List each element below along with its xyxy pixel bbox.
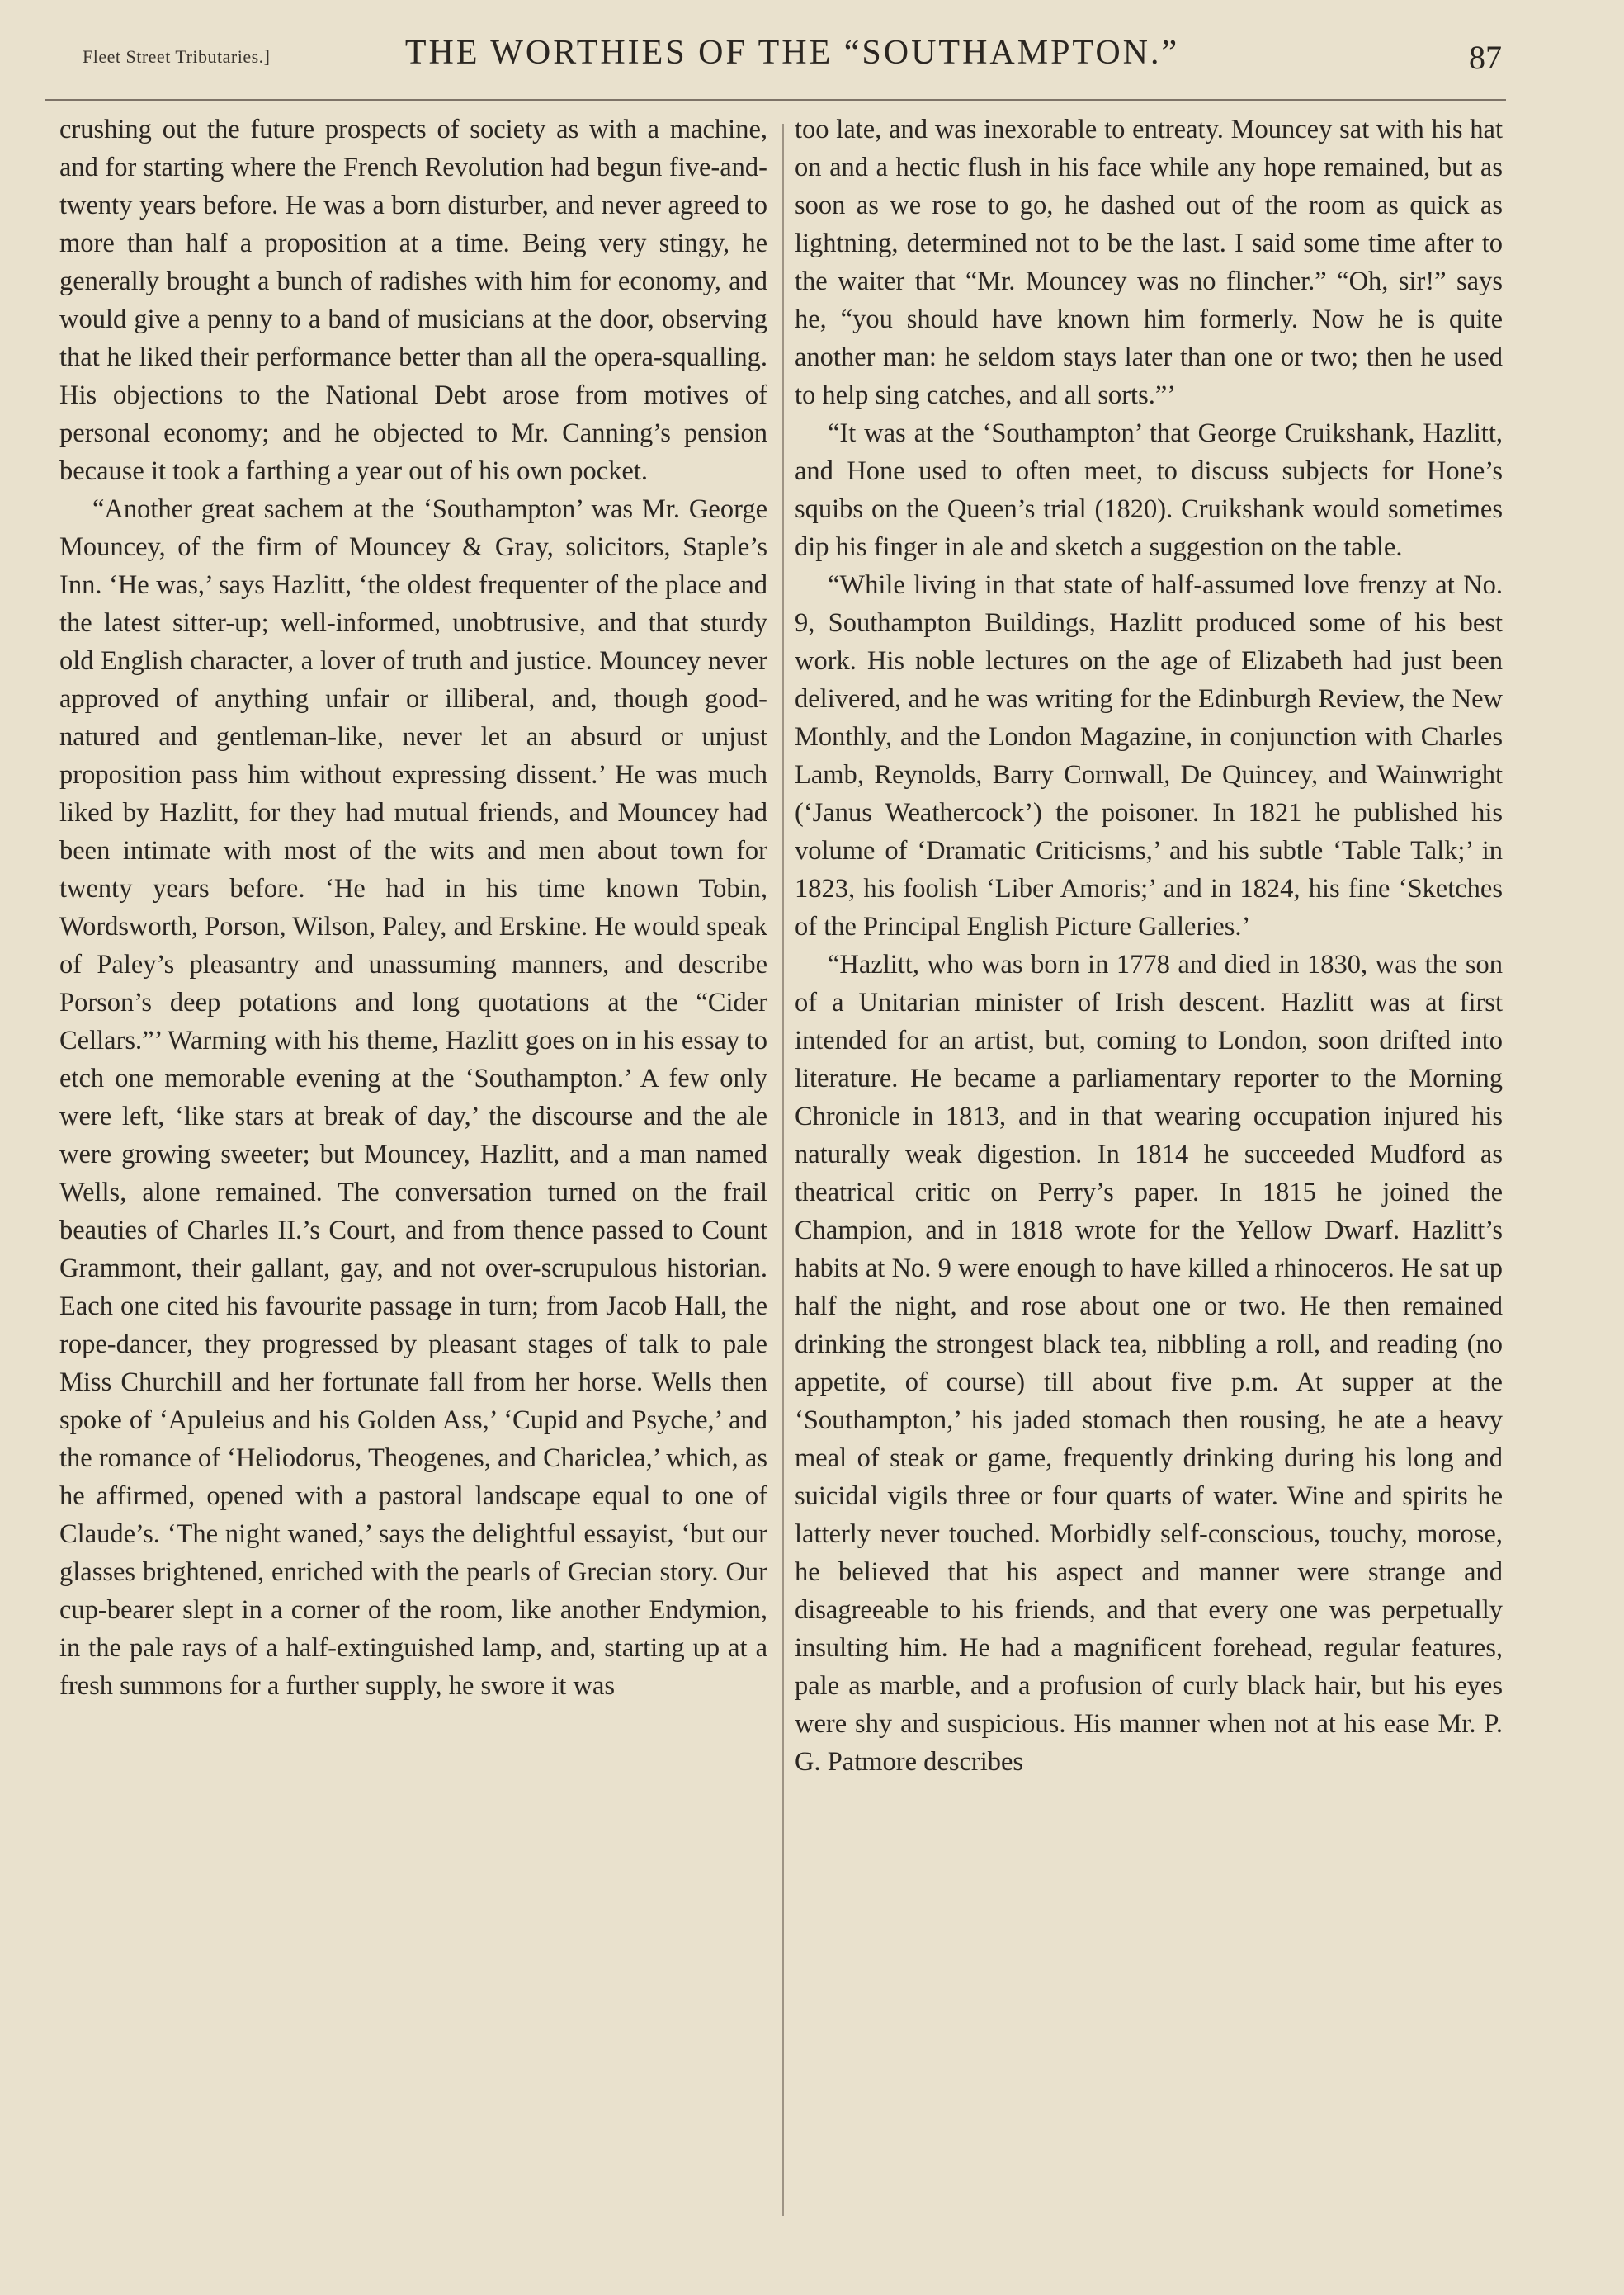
column-divider bbox=[782, 124, 784, 2216]
running-head: Fleet Street Tributaries.] bbox=[83, 46, 271, 67]
paragraph: crushing out the future prospects of society as with a machine, and for starting where the French Revolution had begun five-and-twenty years before. He was a born disturber, and never agreed to more than half a proposition at a time. Being very stingy, he generally brought a bunch of radishes with him for economy, and would give a penny to a band of musicians at the door, observing that he liked their performance better than all the opera-squalling. His objections to the National Debt arose from motives of personal economy; and he objected to Mr. Canning’s pension because it took a farthing a year out of his own pocket. bbox=[59, 115, 767, 486]
paragraph: too late, and was inexorable to entreaty. Mouncey sat with his hat on and a hectic flush in his face while any hope remained, but as soon as we rose to go, he dashed out of the room as quick as lightning, determined not to be the last. I said some time after to the waiter that “Mr. Mouncey was no flincher.” “Oh, sir!” says he, “you should have known him formerly. Now he is quite another man: he seldom stays later than one or two; then he used to help sing catches, and all sorts.”’ bbox=[795, 115, 1503, 410]
paragraph: “Another great sachem at the ‘Southampton’ was Mr. George Mouncey, of the firm of Mouncey & Gray, solicitors, Staple’s Inn. ‘He was,’ says Hazlitt, ‘the oldest frequenter of the place and the latest sitter-up; well-informed, unobtrusive, and that sturdy old English character, a lover of truth and justice. Mouncey never approved of anything unfair or illiberal, and, though good-natured and gentleman-like, never let an absurd or unjust proposition pass him without expressing dissent.’ He was much liked by Hazlitt, for they had mutual friends, and Mouncey had been intimate with most of the wits and men about town for twenty years before. ‘He had in his time known Tobin, Wordsworth, Porson, Wilson, Paley, and Erskine. He would speak of Paley’s pleasantry and unassuming manners, and describe Porson’s deep potations and long quotations at the “Cider Cellars.”’ Warming with his theme, Hazlitt goes on in his essay to etch one memorable evening at the ‘Southampton.’ A few only were left, ‘like stars at break of day,’ the discourse and the ale were growing sweeter; but Mouncey, Hazlitt, and a man named Wells, alone remained. The conversation turned on the frail beauties of Charles II.’s Court, and from thence passed to Count Grammont, their gallant, gay, and not over-scrupulous historian. Each one cited his favourite passage in turn; from Jacob Hall, the rope-dancer, they progressed by pleasant stages of talk to pale Miss Churchill and her fortunate fall from her horse. Wells then spoke of ‘Apuleius and his Golden Ass,’ ‘Cupid and Psyche,’ and the romance of ‘Heliodorus, Theogenes, and Chariclea,’ which, as he affirmed, opened with a pastoral landscape equal to one of Claude’s. ‘The night waned,’ says the delightful essayist, ‘but our glasses brightened, enriched with the pearls of Grecian story. Our cup-bearer slept in a corner of the room, like another Endymion, in the pale rays of a half-extinguished lamp, and, starting up at a fresh summons for a further supply, he swore it was bbox=[59, 494, 767, 1701]
page-header bbox=[83, 33, 1502, 116]
paragraph: “While living in that state of half-assumed love frenzy at No. 9, Southampton Buildings, Hazlitt produced some of his best work. His noble lectures on the age of Elizabeth had just been delivered, and he was writing for the Edinburgh Review, the New Monthly, and the London Magazine, in conjunction with Charles Lamb, Reynolds, Barry Cornwall, De Quincey, and Wainwright (‘Janus Weathercock’) the poisoner. In 1821 he published his volume of ‘Dramatic Criticisms,’ and his subtle ‘Table Talk;’ in 1823, his foolish ‘Liber Amoris;’ and in 1824, his fine ‘Sketches of the Principal English Picture Galleries.’ bbox=[795, 570, 1503, 942]
left-column bbox=[59, 111, 767, 1705]
page-number: 87 bbox=[1469, 39, 1502, 76]
page-title: THE WORTHIES OF THE “SOUTHAMPTON.” bbox=[404, 34, 1180, 72]
right-column bbox=[795, 111, 1503, 1781]
header-rule bbox=[45, 99, 1506, 101]
paragraph: “It was at the ‘Southampton’ that George Cruikshank, Hazlitt, and Hone used to often meet, to discuss subjects for Hone’s squibs on the Queen’s trial (1820). Cruikshank would sometimes dip his finger in ale and sketch a suggestion on the table. bbox=[795, 418, 1503, 562]
paragraph: “Hazlitt, who was born in 1778 and died in 1830, was the son of a Unitarian minister of Irish descent. Hazlitt was at first intended for an artist, but, coming to London, soon drifted into literature. He became a parliamentary reporter to the Morning Chronicle in 1813, and in that wearing occupation injured his naturally weak digestion. In 1814 he succeeded Mudford as theatrical critic on Perry’s paper. In 1815 he joined the Champion, and in 1818 wrote for the Yellow Dwarf. Hazlitt’s habits at No. 9 were enough to have killed a rhinoceros. He sat up half the night, and rose about one or two. He then remained drinking the strongest black tea, nibbling a roll, and reading (no appetite, of course) till about five p.m. At supper at the ‘Southampton,’ his jaded stomach then rousing, he ate a heavy meal of steak or game, frequently drinking during his long and suicidal vigils three or four quarts of water. Wine and spirits he latterly never touched. Morbidly self-conscious, touchy, morose, he believed that his aspect and manner were strange and disagreeable to his friends, and that every one was perpetually insulting him. He had a magnificent forehead, regular features, pale as marble, and a profusion of curly black hair, but his eyes were shy and suspicious. His manner when not at his ease Mr. P. G. Patmore describes bbox=[795, 950, 1503, 1777]
